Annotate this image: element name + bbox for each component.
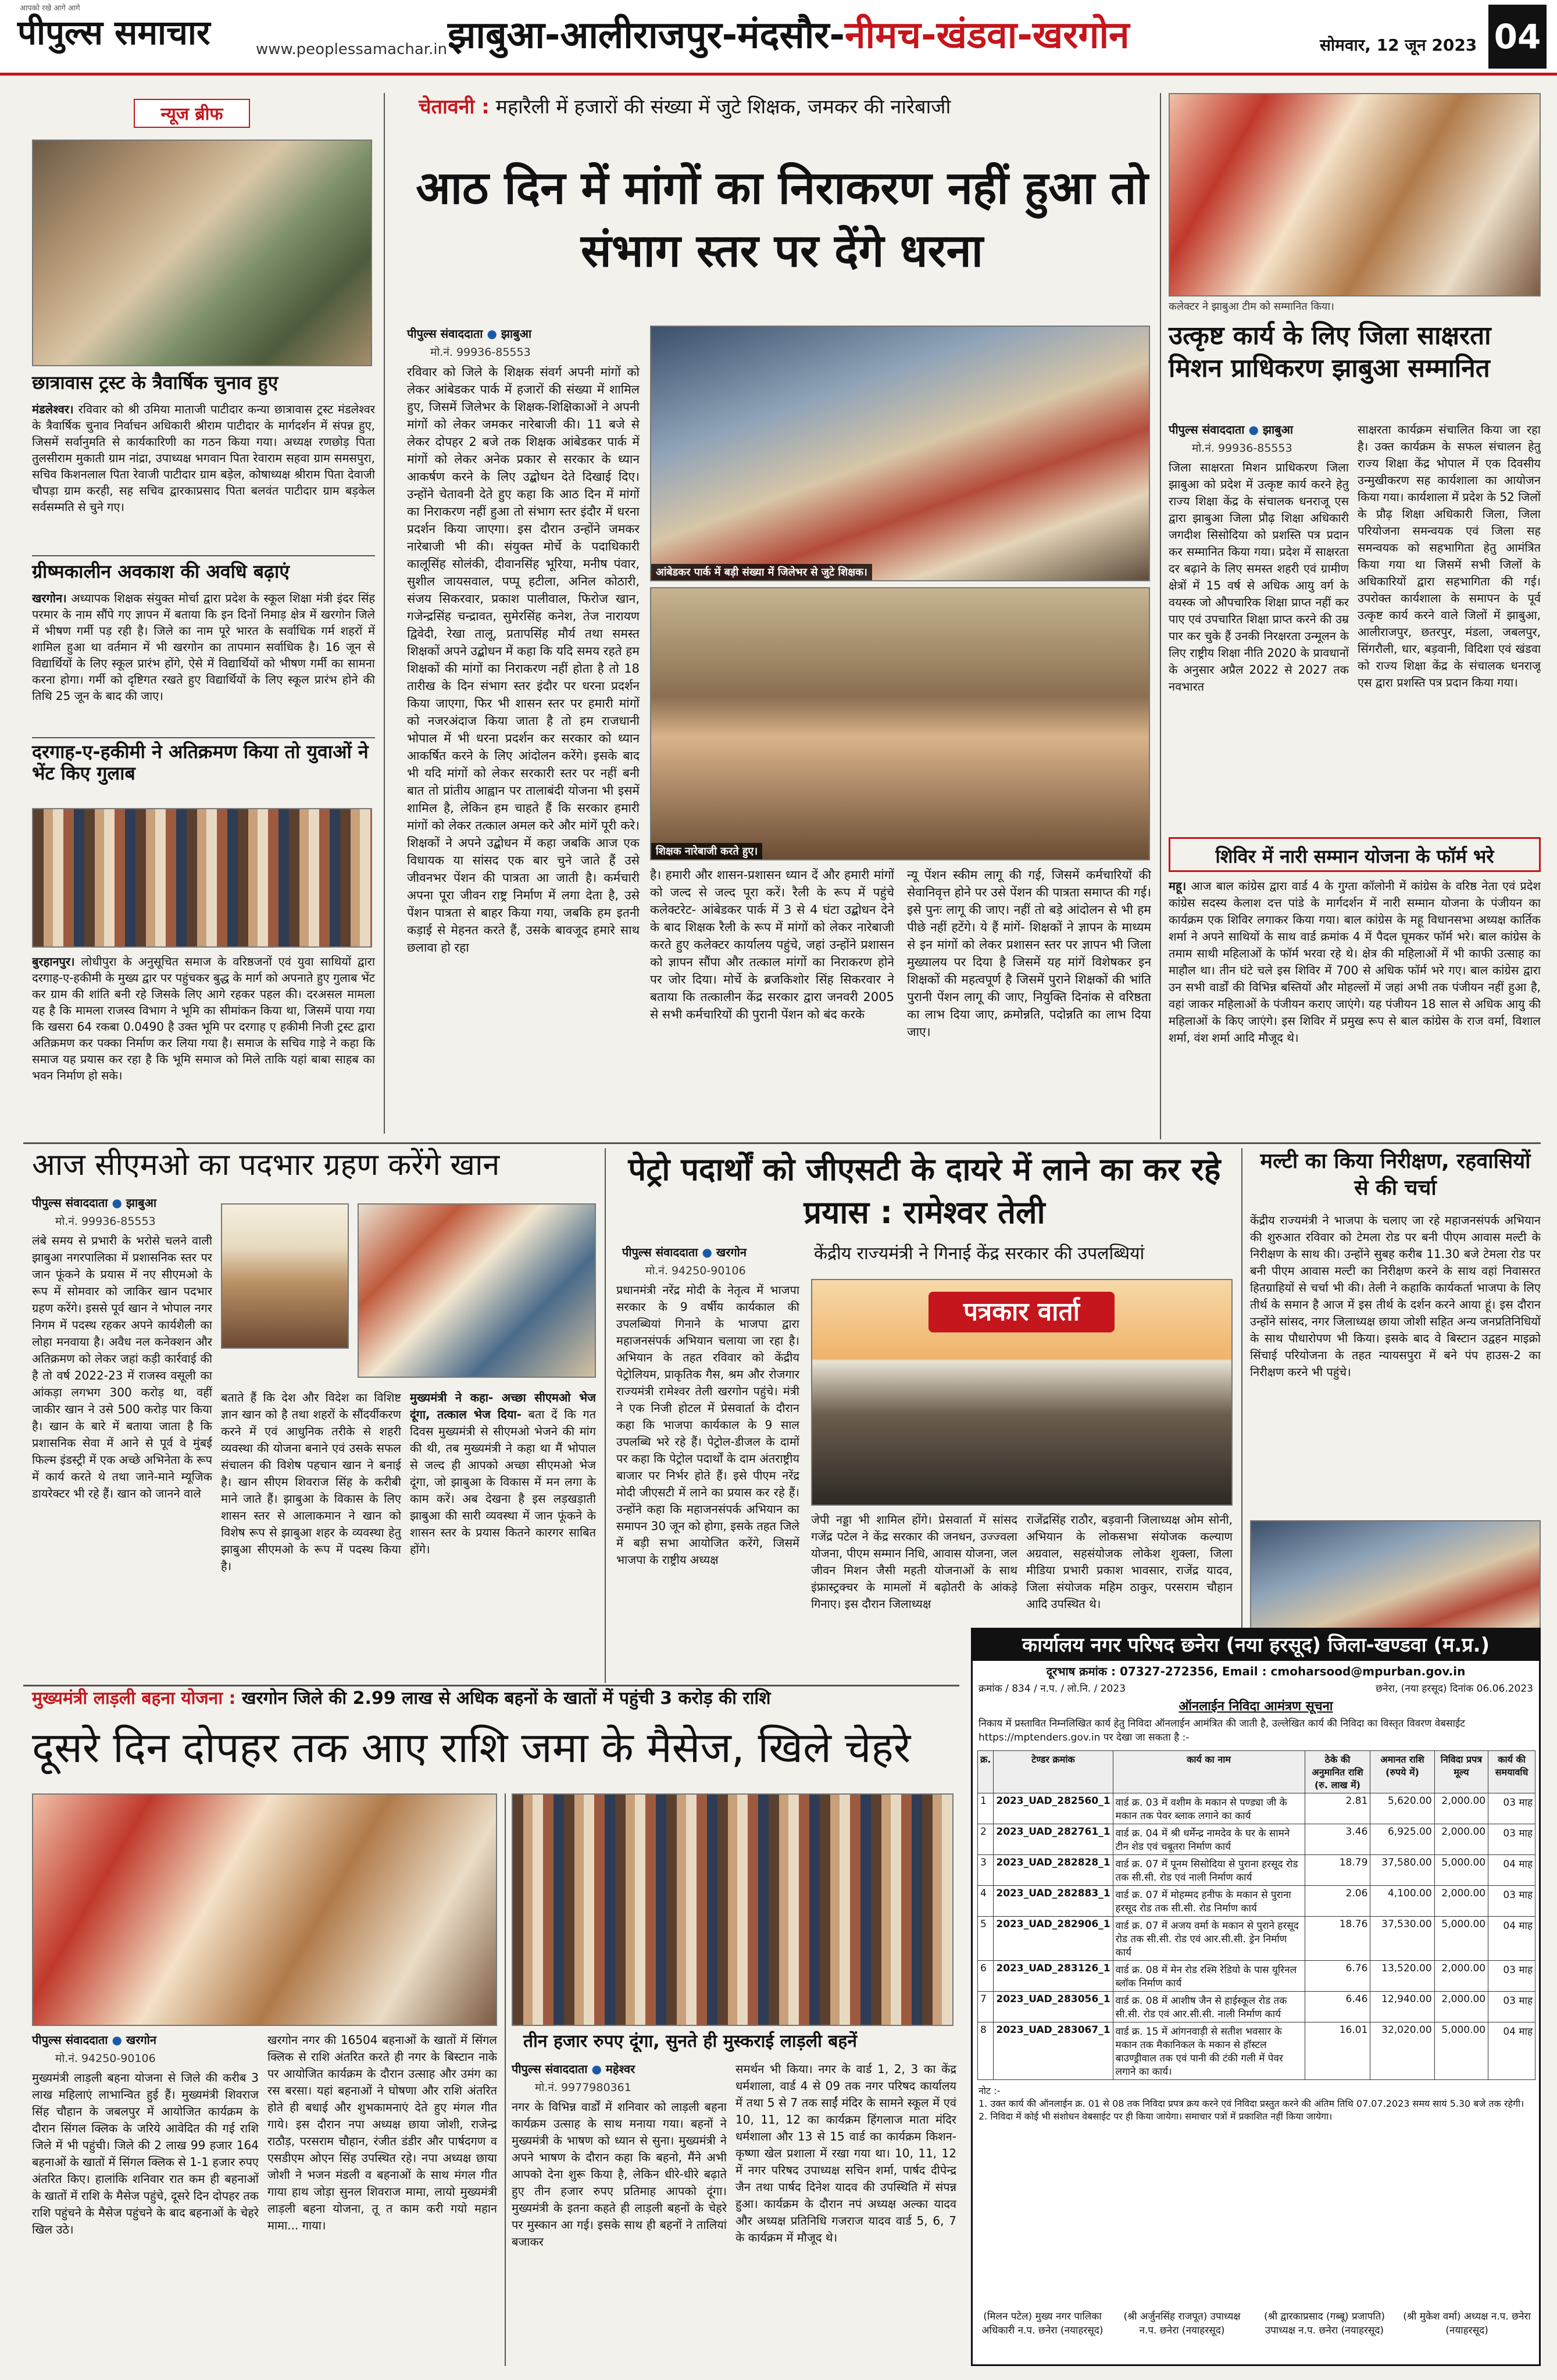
divider bbox=[32, 555, 375, 556]
tender-cell: 2023_UAD_283126_1 bbox=[994, 1961, 1113, 1992]
tender-cell: 03 माह bbox=[1488, 1961, 1535, 1992]
edition-title bbox=[448, 3, 1291, 67]
tender-col-header: क्र. bbox=[978, 1751, 994, 1793]
tender-contact[interactable]: दूरभाष क्रमांक : 07327-272356, Email : cmoharsood@mpurban.gov.in bbox=[1046, 1664, 1466, 1678]
tender-cell: 18.76 bbox=[1305, 1917, 1370, 1961]
ladli-byline2: पीपुल्स संवाददाता ● महेश्वर bbox=[512, 2062, 635, 2076]
brief1-place: मंडलेश्वर। bbox=[32, 402, 74, 416]
tender-cell: वार्ड क्र. 08 में मेन रोड रश्मि रेडियो के पास यूरिनल ब्लॉक निर्माण कार्य bbox=[1113, 1961, 1305, 1992]
tender-cell: 37,580.00 bbox=[1370, 1855, 1434, 1886]
tender-cell: वार्ड क्र. 08 में आशीष जैन से हाईस्कूल रोड तक सी.सी. रोड एवं आर.सी.सी. नाली निर्माण कार्य bbox=[1113, 1992, 1305, 2022]
signature-vp2: (श्री द्वारकाप्रसाद (गब्बू) प्रजापति) उपाध्यक्ष न.प. छनेरा (नयाहरसूद) bbox=[1263, 2311, 1385, 2336]
ladli-col4: समर्थन भी किया। नगर के वार्ड 1, 2, 3 का केंद्र धर्मशाला, वार्ड 4 से 09 तक नगर परिषद कार्यालय में तथा 5 से 7 तक साईं मंदिर के सामने स्कूल में एवं 10, 11, 12 का कार्यक्रम हिंगलाज माता मंदिर धर्मशाला और 13 से 15 वार्ड का कार्यक्रम किशन-कृष्णा खेल प्रशाला में रखा गया था। 10, 11, 12 में नगर परिषद उपाध्यक्ष सचिन शर्मा, पार्षद दीपेन्द्र जैन तथा पार्षद दिनेश यादव की उपस्थिति में संपन्न हुआ। कार्यक्रम के दौरान नपं अध्यक्ष अल्का यादव और अध्यक्ष प्रतिनिधि गजराज यादव वार्ड 5, 6, 7 के कार्यक्रम में मौजूद थे। bbox=[735, 2062, 956, 2245]
tender-cell: 6.76 bbox=[1305, 1961, 1370, 1992]
tender-cell: 2023_UAD_283056_1 bbox=[994, 1992, 1113, 2022]
tender-cell: 2023_UAD_282906_1 bbox=[994, 1917, 1113, 1961]
site-url[interactable]: www.peoplessamachar.in bbox=[256, 41, 448, 58]
tender-cell: 16.01 bbox=[1305, 2022, 1370, 2080]
tender-note-label: नोट :- bbox=[979, 2085, 1001, 2096]
rally-crowd-photo bbox=[650, 326, 1150, 581]
tender-col-header: अमानत राशि (रुपये में) bbox=[1370, 1751, 1434, 1793]
teachers-slogan-photo bbox=[650, 587, 1150, 860]
tender-cell: 8 bbox=[978, 2022, 994, 2080]
ladli-col1: मुख्यमंत्री लाड़ली बहना योजना से जिले की करीब 3 लाख महिलाएं लाभान्वित हुई हैं। मुख्यमंत्री शिवराज सिंह चौहान के जबलपुर में आयोजित कार्यक्रम के दौरान सिंगल क्लिक के जरिये आवेदित की गई राशि जिले में भी पहुंची। जिले की 2 लाख 99 हजार 164 बहनाओं के खातों में सिंगल क्लिक से 1-1 हजार रुपए अंतरित किए। हालांकि शनिवार रात कम ही बहनाओं के खातों में राशि के मैसेज पहुंचे, दूसरे दिन दोपहर तक राशि पहुंचने के मैसेज पहुंचने के बाद बहनाओं के चेहरे खिल उठे। bbox=[32, 2071, 259, 2236]
byline-place: झाबुआ bbox=[1262, 423, 1294, 437]
masthead bbox=[0, 0, 1557, 76]
brief3-place: बुरहानपुर। bbox=[32, 955, 75, 969]
gst-subhead: केंद्रीय राज्यमंत्री ने गिनाई केंद्र सरकार की उपलब्धियां bbox=[814, 1243, 1145, 1264]
tender-cell: वार्ड क्र. 07 में अजय वर्मा के मकान से पुराने हरसूद रोड तक सी.सी. रोड एवं आर.सी.सी. ड्रेन निर्माण कार्य bbox=[1113, 1917, 1305, 1961]
malti-body: केंद्रीय राज्यमंत्री ने भाजपा के चलाए जा रहे महाजनसंपर्क अभियान की शुरुआत रविवार को टेमला रोड पर बनी पीएम आवास मल्टी के निरीक्षण के साथ की। उन्होंने सुबह करीब 11.30 बजे टेमला रोड पर बनी पीएम आवास मल्टी का निरीक्षण करने के साथ वहां निवासरत हितग्राहियों से चर्चा भी की। तेली ने कहाकि कार्यकर्ता भाजपा के लिए तीर्थ के समान है आज में इस तीर्थ के दर्शन करने आया हूं। इस दौरान उन्होंने सांसद, नगर जिलाध्यक्ष छाया जोशी सहित अन्य जनप्रतिनिधियों के साथ पौधारोपण भी किया। इसके बाद वे बिस्टान उद्वहन माइक्रो सिंचाई परियोजना के तहत न्यायसपुरा में बने पंप हाउस-2 का निरीक्षण करने भी पहुंचे। bbox=[1250, 1213, 1541, 1379]
nagar-palika-building-photo bbox=[358, 1203, 596, 1378]
press-banner: पत्रकार वार्ता bbox=[929, 1292, 1115, 1332]
tender-row bbox=[978, 1917, 1535, 1961]
byline-place: खरगोन bbox=[126, 2033, 156, 2047]
ladli-mobile2: मो.नं. 9977980361 bbox=[535, 2081, 631, 2094]
tender-row bbox=[978, 1961, 1535, 1992]
tender-cell: 5,000.00 bbox=[1434, 1855, 1488, 1886]
column-rule bbox=[605, 1148, 606, 1683]
tender-cell: वार्ड क्र. 15 में आंगनवाड़ी से सतीश भवसार के मकान तक मैकानिकल के मकान से हॉस्टल बाउण्ड्रीवाल तक एवं पानी की टंकी गली में पेवर लगाने का कार्य। bbox=[1113, 2022, 1305, 2080]
nari-place: महू। bbox=[1169, 879, 1187, 893]
tender-cell: 3 bbox=[978, 1855, 994, 1886]
gst-headline[interactable]: पेट्रो पदार्थों को जीएसटी के दायरे में लाने का कर रहे प्रयास : रामेश्वर तेली bbox=[628, 1151, 1221, 1231]
nari-headline[interactable]: शिविर में नारी सम्मान योजना के फॉर्म भरे bbox=[1169, 837, 1541, 872]
tender-row bbox=[978, 2022, 1535, 2080]
column-rule bbox=[1241, 1148, 1242, 1683]
tender-table bbox=[977, 1750, 1535, 2080]
cmo-mobile: मो.नं. 99936-85553 bbox=[55, 1215, 156, 1228]
byline-place: खरगोन bbox=[716, 1245, 747, 1259]
tender-cell: 4 bbox=[978, 1886, 994, 1917]
lead-kicker-rest: महारैली में हजारों की संख्या में जुटे शिक्षक, जमकर की नारेबाजी bbox=[495, 95, 951, 119]
tender-cell: 5,000.00 bbox=[1434, 1917, 1488, 1961]
tender-title: कार्यालय नगर परिषद छनेरा (नया हरसूद) जिला-खण्डवा (म.प्र.) bbox=[973, 1629, 1539, 1661]
tender-cell: वार्ड क्र. 07 में मोहम्मद हनीफ के मकान से पुराना हरसूद रोड तक सी.सी. रोड निर्माण कार्य bbox=[1113, 1886, 1305, 1917]
tender-cell: वार्ड क्र. 03 में वशीम के मकान से पण्ड्या जी के मकान तक पेवर ब्लाक लगाने का कार्य bbox=[1113, 1793, 1305, 1824]
byline-place: झाबुआ bbox=[501, 327, 532, 341]
tender-cell: 6,925.00 bbox=[1370, 1824, 1434, 1855]
byline-place: महेश्वर bbox=[605, 2062, 635, 2076]
lead-col2: है। हमारी और शासन-प्रशासन ध्यान दें और हमारी मांगों को जल्द से जल्द पूरा करें। रैली के रूप में पहुंचे कलेक्टरेट- आंबेडकर पार्क में 3 से 4 घंटा उद्बोधन देने के बाद शिक्षक रैली के रूप में मांगों को लेकर नारेबाजी करते हुए कलेक्टर कार्यालय पहुंचे, जहां उन्होंने प्रशासन को ज्ञापन सौंपा और तत्काल मांगों का निराकरण होने पर जोर दिया। मोर्चे के ब्रजकिशोर सिंह सिकरवार ने बताया कि तत्कालीन केंद्र सरकार द्वारा जनवरी 2005 से सभी कर्मचारियों की पुरानी पेंशन को बंद करके bbox=[650, 868, 894, 1021]
gst-mobile: मो.नं. 94250-90106 bbox=[645, 1264, 746, 1277]
brief1-text: रविवार को श्री उमिया माताजी पाटीदार कन्या छात्रावास ट्रस्ट मंडलेश्वर के त्रैवार्षिक चुनाव निर्वाचन अधिकारी श्रीराम पाटीदार के मार्गदर्शन में संपन्न हुए, जिसमें सर्वानुमति से कार्यकारिणी का गठन किया गया। अध्यक्ष रणछोड़ पिता तुलसीराम मुकाती ग्राम नांद्रा, उपाध्यक्ष भगवान पिता रेवाराम सहवा ग्राम समसपुरा, सचिव किशनलाल पिता रेवाजी पाटीदार ग्राम बड़ेल, कोषाध्यक्ष श्रीराम पिता देवाजी चौपड़ा ग्राम करही, सह सचिव द्वारकाप्रसाद पिता बलवंत पाटीदार ग्राम बड़केल सर्वसम्मति से चुने गए। bbox=[32, 402, 375, 514]
tender-cell: 5,000.00 bbox=[1434, 2022, 1488, 2080]
tender-date: छनेरा, (नया हरसूद) दिनांक 06.06.2023 bbox=[1376, 1683, 1533, 1695]
tender-cell: 13,520.00 bbox=[1370, 1961, 1434, 1992]
ladli-kicker-rest: खरगोन जिले की 2.99 लाख से अधिक बहनों के खातों में पहुंची 3 करोड़ की राशि bbox=[242, 1688, 771, 1709]
tender-col-header: कार्य की समयावधि bbox=[1488, 1751, 1535, 1793]
tender-row bbox=[978, 1855, 1535, 1886]
tender-cell: 2023_UAD_282761_1 bbox=[994, 1824, 1113, 1855]
gst-col1: प्रधानमंत्री नरेंद्र मोदी के नेतृत्व में भाजपा सरकार के 9 वर्षीय कार्यकाल की उपलब्धियां गिनाने के भाजपा द्वारा महाजनसंपर्क अभियान चलाया जा रहा है। अभियान के तहत रविवार को केंद्रीय पेट्रोलियम, प्राकृतिक गैस, श्रम और रोजगार राज्यमंत्री रामेश्वर तेली खरगोन पहुंचे। मंत्री ने एक निजी होटल में प्रेसवार्ता के दौरान कहा कि भाजपा कार्यकाल के 9 साल उपलब्धि भरे रहे हैं। पेट्रोल-डीजल के दामों पर कहा कि पेट्रोल पदार्थों के दाम अंतराष्ट्रीय बाजार पर निर्भर होते हैं। इसे पीएम नरेंद्र मोदी जीएसटी में लाने का प्रयास कर रहे हैं। उन्होंने कहा कि महाजनसंपर्क अभियान का समापन 30 जून को होगा, इसके तहत जिले में बड़ी सभा आयोजित करेंगे, जिसमें भाजपा के राष्ट्रीय अध्यक्ष bbox=[616, 1283, 799, 1567]
byline-name: पीपुल्स संवाददाता bbox=[407, 327, 483, 341]
ladli-kicker-line bbox=[32, 1689, 956, 1709]
brief1-body bbox=[32, 401, 375, 552]
tender-notice-title: ऑनलाईन निविदा आमंत्रण सूचना bbox=[1179, 1699, 1333, 1714]
tender-cell: 5,620.00 bbox=[1370, 1793, 1434, 1824]
section-rule bbox=[23, 1142, 1541, 1144]
tender-cell: 5 bbox=[978, 1917, 994, 1961]
tender-cell: 18.79 bbox=[1305, 1855, 1370, 1886]
tender-cell: 3.46 bbox=[1305, 1824, 1370, 1855]
nari-text: आज बाल कांग्रेस द्वारा वार्ड 4 के गुग्ता कॉलोनी में कांग्रेस के वरिष्ठ नेता एवं प्रदेश कांग्रेस सदस्य केलाश दत्त पांडे के मार्गदर्शन में नारी सम्मान योजना के पंजीयन का कार्यक्रम एक शिविर लगाकर किया गया। बाल कांग्रेस के महू विधानसभा अध्यक्ष कार्तिक शर्मा ने अपने साथियों के साथ वार्ड क्रमांक 4 में पैदल घूमकर फॉर्म भरे। बाल कांग्रेस के तमाम साथी महिलाओं के फॉर्म भरवा रहे थे। क्षेत्र की महिलाओं में भी काफी उत्साह का माहौल था। तीन घंटे चले इस शिविर में 700 से अधिक फॉर्म भरे गए। बाल कांग्रेस द्वारा उन सभी वार्डों की विभिन्न बस्तियों और मोहल्लों में जहां अभी तक पंजीयन नहीं हुआ है, वहां जाकर महिलाओं के पंजीयन कराए जाएंगे। यह पंजीयन 18 साल से अधिक आयु की महिलाओं के किए जाएंगे। इस शिविर में प्रमुख रूप से बाल कांग्रेस के राज वर्मा, विशाल शर्मा, वंश शर्मा आदि मौजूद थे। bbox=[1169, 879, 1541, 1045]
lead-kicker: चेतावनी : bbox=[419, 95, 490, 119]
literacy-col2: साक्षरता कार्यक्रम संचालित किया जा रहा है। उक्त कार्यक्रम के सफल संचालन हेतु राज्य शिक्षा केंद्र भोपाल में एक दिवसीय उन्मुखीकरण सह कार्यशाला का आयोजन किया गया। कार्यशाला में प्रदेश के 52 जिलों के प्रौढ़ शिक्षा अधिकारी जिला, जिला परियोजना समन्वयक एवं जिला सह समन्वयक को सहभागिता हेतु आमंत्रित किया गया था जिसमें सभी जिलों के अधिकारियों द्वारा सहभागिता की गई। उपरोक्त कार्यशाला के समापन के पूर्व उत्कृष्ट कार्य करने वाले जिलों में झाबुआ, आलीराजपुर, छतरपुर, मंडला, जबलपुर, सिंगरौली, धार, बड़वानी, विदिशा एवं खंडवा को राज्य शिक्षा केंद्र के संचालक धनराजू एस द्वारा प्रशस्ति पत्र प्रदान किया गया। bbox=[1358, 423, 1541, 689]
tender-cell: 2.81 bbox=[1305, 1793, 1370, 1824]
lead-byline: पीपुल्स संवाददाता ● झाबुआ bbox=[407, 327, 532, 341]
malti-headline[interactable]: मल्टी का किया निरीक्षण, रहवासियों से की चर्चा bbox=[1260, 1149, 1531, 1200]
lead-headline[interactable]: आठ दिन में मांगों का निराकरण नहीं हुआ तो संभाग स्तर पर देंगे धरना bbox=[416, 162, 1148, 277]
news-brief-tag: न्यूज ब्रीफ bbox=[134, 99, 250, 128]
edition-districts: झाबुआ-आलीराजपुर-मंदसौर- bbox=[448, 14, 845, 57]
maheshwar-event-photo bbox=[512, 1793, 954, 2026]
tender-cell: वार्ड क्र. 07 में पूनम सिसोदिया से पुराना हरसूद रोड तक सी.सी. रोड एवं नाली निर्माण कार्य bbox=[1113, 1855, 1305, 1886]
signature-vp1: (श्री अर्जुनसिंह राजपूत) उपाध्यक्ष न.प. छनेरा (नयाहरसूद) bbox=[1123, 2311, 1241, 2336]
tender-cell: 03 माह bbox=[1488, 1824, 1535, 1855]
tender-notes bbox=[973, 2084, 1539, 2124]
zakir-khan-portrait bbox=[221, 1203, 349, 1349]
tender-notice bbox=[971, 1628, 1541, 2366]
tender-cell: 2023_UAD_282828_1 bbox=[994, 1855, 1113, 1886]
cmo-col3-text: बता दें कि गत दिवस मुख्यमंत्री से सीएमओ भेजने की मांग की थी, तब मुख्यमंत्री ने कहा था मैं भोपाल से जल्द ही आपको अच्छा सीएमओ भेज दूंगा, जो झाबुआ के विकास में मन लगा के काम करें। अब देखना है इस लड़खड़ाती झाबुआ की सारी व्यवस्था में जान फूंकने के शासन स्तर के प्रयास कितने कारगर साबित होंगे। bbox=[410, 1407, 596, 1556]
ladli-kicker: मुख्यमंत्री लाड़ली बहना योजना : bbox=[32, 1688, 236, 1709]
tender-cell: 04 माह bbox=[1488, 1917, 1535, 1961]
tender-cell: 4,100.00 bbox=[1370, 1886, 1434, 1917]
issue-date: सोमवार, 12 जून 2023 bbox=[1320, 35, 1477, 55]
signature-president: (श्री मुकेश वर्मा) अध्यक्ष न.प. छनेरा (नयाहरसूद) bbox=[1403, 2311, 1531, 2336]
edition-districts-red: नीमच-खंडवा-खरगोन bbox=[845, 14, 1130, 57]
tender-cell: 03 माह bbox=[1488, 1793, 1535, 1824]
byline-place: झाबुआ bbox=[126, 1196, 157, 1210]
photo-caption: शिक्षक नारेबाजी करते हुए। bbox=[651, 843, 762, 859]
literacy-col1: जिला साक्षरता मिशन प्राधिकरण जिला झाबुआ को प्रदेश में उत्कृष्ट कार्य करने हेतु राज्य शिक्षा केंद्र के संचालक धनराजू एस द्वारा झाबुआ जिला प्रौढ़ शिक्षा अधिकारी जगदीश सिसोदिया को प्रशस्ति पत्र प्रदान कर सम्मानित किया गया। प्रदेश में साक्षरता दर बढ़ाने के लिए समस्त शहरी एवं ग्रामीण क्षेत्रों में 15 वर्ष से अधिक आयु वर्ग के वयस्क जो औपचारिक शिक्षा प्राप्त नहीं कर पाए एवं उपचारित शिक्षा प्राप्त करने की उम्र पार कर चुके हैं उनकी निरक्षरता उन्मूलन के लिए राष्ट्रीय शिक्षा नीति 2020 के प्रावधानों के अनुसार अप्रैल 2022 से 2027 तक नवभारत bbox=[1169, 460, 1349, 694]
tender-cell: 2,000.00 bbox=[1434, 1824, 1488, 1855]
byline-name: पीपुल्स संवाददाता bbox=[512, 2062, 588, 2076]
brief3-body bbox=[32, 953, 375, 1128]
gst-col2: जेपी नड्डा भी शामिल होंगे। प्रेसवार्ता में सांसद गजेंद्र पटेल ने केंद्र सरकार की जनधन, उज्ज्वला योजना, पीएम सम्मान निधि, आवास योजना, जल जीवन मिशन जैसी महती योजनाओं के साथ इंफ्रास्ट्रक्चर के मामलों में बढ़ोतरी के आंकड़े गिनाए। इस दौरान जिलाध्यक्ष bbox=[811, 1513, 1017, 1611]
tender-cell: 2,000.00 bbox=[1434, 1992, 1488, 2022]
nari-body bbox=[1169, 878, 1541, 1139]
brief3-headline: दरगाह-ए-हकीमी ने अतिक्रमण किया तो युवाओं ने भेंट किए गुलाब bbox=[32, 741, 369, 784]
cmo-headline[interactable]: आज सीएमओ का पदभार ग्रहण करेंगे खान bbox=[32, 1148, 500, 1182]
brief2-text: अध्यापक शिक्षक संयुक्त मोर्चा द्वारा प्रदेश के स्कूल शिक्षा मंत्री इंदर सिंह परमार के नाम सौंपे गए ज्ञापन में बताया कि इन दिनों निमाड़ क्षेत्र में खरगोन जिले में भीषण गर्मी पड़ रही है। जिले का नाम पूरे भारत के सर्वाधिक गर्म शहरों में शामिल हुआ था वर्तमान में भी खरगोन का तापमान सर्वाधिक है। 16 जून से विद्यार्थियों के लिए स्कूल प्रारंभ होंगे, ऐसे में विद्यार्थियों को भीषण गर्मी का सामना करना होगा। गर्मी को दृष्टिगत रखते हुए विद्यार्थियों के लिए स्कूल प्रारंभ होने की तिथि 25 जून के बाद की जाए। bbox=[32, 591, 375, 703]
ladli-col3: नगर के विभिन्न वार्डों में शनिवार को लाड़ली बहना कार्यक्रम उत्साह के साथ मनाया गया। बहनों ने मुख्यमंत्री के भाषण को ध्यान से सुना। मुख्यमंत्री ने अपने भाषण के दौरान कहा कि बहनो, मैंने अभी आपको देना शुरू किया है, लेकिन धीरे-धीरे बढ़ाते हुए तीन हजार रुपए प्रतिमाह आपको दूंगा। मुख्यमंत्री के इतना कहते ही लाड़ली बहनों के चेहरे पर मुस्कान आ गई। इसके साथ ही बहनों ने तालियां बजाकर bbox=[512, 2100, 727, 2249]
photo-caption: आंबेडकर पार्क में बड़ी संख्या में जिलेभर से जुटे शिक्षक। bbox=[651, 564, 872, 580]
trust-election-photo bbox=[32, 140, 372, 366]
newspaper-logo[interactable]: पीपुल्स समाचार bbox=[17, 13, 210, 52]
cmo-col3 bbox=[410, 1389, 596, 1674]
ladli-col2: खरगोन नगर की 16504 बहनाओं के खातों में सिंगल क्लिक से राशि अंतरित करते ही नगर के बिस्टान नाके पर आयोजित कार्यक्रम के दौरान उत्साह और उमंग का रस बरसा। यहां बहनाओं ने घोषणा और राशि अंतरित होते ही बधाई और शुभकामनाएं देते हुए मंगल गीत गाये। इस दौरान नपा अध्यक्ष छाया जोशी, राजेन्द्र राठौड़, परसराम चौहान, रंजीत डंडीर और पार्षदगण व एसडीएम ओएन सिंह उपस्थित रहे। नपा अध्यक्ष छाया जोशी ने भजन मंडली व बहनाओं के साथ मंगल गीत गाया हाथ जोड़ा सुनल शिवराज मामा, लायो मुख्यमंत्री लाड़ली बहना योजना, तू त काम करी गयो महान मामा... गाया। bbox=[267, 2033, 497, 2232]
tender-row bbox=[978, 1793, 1535, 1824]
tender-cell: 2,000.00 bbox=[1434, 1961, 1488, 1992]
brief2-headline: ग्रीष्मकालीन अवकाश की अवधि बढ़ाएं bbox=[32, 560, 290, 583]
brief2-body bbox=[32, 590, 375, 732]
tender-cell: 04 माह bbox=[1488, 1855, 1535, 1886]
tender-cell: वार्ड क्र. 04 में श्री धर्मेन्द्र नामदेव के घर के सामने टीन शेड एवं चबूतरा निर्माण कार्य bbox=[1113, 1824, 1305, 1855]
literacy-photo-caption: कलेक्टर ने झाबुआ टीम को सम्मानित किया। bbox=[1169, 301, 1334, 313]
tender-cell: 03 माह bbox=[1488, 1886, 1535, 1917]
tender-col-header: कार्य का नाम bbox=[1113, 1751, 1305, 1793]
brief2-place: खरगोन। bbox=[32, 591, 67, 605]
tagline: आपको रखे आगे आगे bbox=[20, 4, 80, 13]
tender-ref-row bbox=[973, 1679, 1539, 1697]
tender-ref: क्रमांक / 834 / न.प. / लो.नि. / 2023 bbox=[979, 1683, 1126, 1695]
byline-name: पीपुल्स संवाददाता bbox=[32, 2033, 108, 2047]
tender-cell: 6.46 bbox=[1305, 1992, 1370, 2022]
cmo-byline: पीपुल्स संवाददाता ● झाबुआ bbox=[32, 1196, 157, 1210]
ladli-women-photo bbox=[32, 1793, 497, 2026]
literacy-byline: पीपुल्स संवाददाता ● झाबुआ bbox=[1169, 423, 1294, 437]
tender-cell: 2023_UAD_283067_1 bbox=[994, 2022, 1113, 2080]
tender-cell: 2.06 bbox=[1305, 1886, 1370, 1917]
ladli-mobile: मो.नं. 94250-90106 bbox=[55, 2052, 156, 2065]
tender-row bbox=[978, 1992, 1535, 2022]
lead-kicker-line bbox=[419, 96, 1145, 119]
tender-cell: 2,000.00 bbox=[1434, 1793, 1488, 1824]
byline-name: पीपुल्स संवाददाता bbox=[1169, 423, 1245, 437]
tender-col-header: टेण्डर क्रमांक bbox=[994, 1751, 1113, 1793]
tender-cell: 03 माह bbox=[1488, 1992, 1535, 2022]
literacy-mobile: मो.नं. 99936-85553 bbox=[1192, 442, 1292, 455]
byline-name: पीपुल्स संवाददाता bbox=[32, 1196, 108, 1210]
tender-cell: 32,020.00 bbox=[1370, 2022, 1434, 2080]
tender-cell: 2 bbox=[978, 1824, 994, 1855]
tender-body bbox=[978, 1793, 1535, 2080]
brief1-headline: छात्रावास ट्रस्ट के त्रैवार्षिक चुनाव हुए bbox=[32, 371, 278, 394]
ladli-byline: पीपुल्स संवाददाता ● खरगोन bbox=[32, 2033, 156, 2047]
tender-cell: 2023_UAD_282560_1 bbox=[994, 1793, 1113, 1824]
tender-row bbox=[978, 1824, 1535, 1855]
tender-cell: 2023_UAD_282883_1 bbox=[994, 1886, 1113, 1917]
tender-note-1: 1. उक्त कार्य की ऑनलाईन क्र. 01 से 08 तक निविदा प्रपत्र क्रय करने एवं निविदा प्रस्तुत करने की अंतिम तिथि 07.07.2023 समय सायं 5.30 बजे तक रहेगी। bbox=[979, 2098, 1524, 2109]
tender-col-header: निविदा प्रपत्र मूल्य bbox=[1434, 1751, 1488, 1793]
lead-col1: रविवार को जिले के शिक्षक संवर्ग अपनी मांगों को लेकर आंबेडकर पार्क में हजारों की संख्या में शामिल हुए, जिसमें जिलेभर के शिक्षक-शिक्षिकाओं ने अपनी मांगों को लेकर जमकर नारेबाजी की। 11 बजे से लेकर दोपहर 2 बजे तक शिक्षक आंबेडकर पार्क में मांगों को लेकर अनेक प्रकार से सरकार के ध्यान आकर्षण करने के लिए उद्बोधन देते दिखाई दिए। उन्होंने चेतावनी देते हुए कहा कि आठ दिन में मांगों का निराकरण नहीं हुआ तो संभाग स्तर इंदौर में धरना प्रदर्शन किया जाएगा। इस दौरान उन्होंने जमकर नारेबाजी भी की। संयुक्त मोर्चे के पदाधिकारी कालूसिंह सोलंकी, दीवानसिंह भूरिया, मनीष पंवार, सुशील जायसवाल, पप्पू हटीला, अनिल कोठारी, संजय सिकरवार, प्रकाश पालीवाल, फिरोज खान, गजेन्द्रसिंह चन्द्रावत, सुमेरसिंह कनेश, तेज नारायण द्विवेदी, रेखा तालू, प्रतापसिंह मौर्य तथा समस्त शिक्षकों अपने उद्बोधन में कहा कि यदि समय रहते हम शिक्षकों की मांगों का निराकरण नहीं होता है तो 18 तारीख के दिन संभाग स्तर इंदौर पर धरना प्रदर्शन किया जाएगा, फिर भी शासन स्तर पर हमारी मांगों को नजरअंदाज किया जाता है तो हम राजधानी भोपाल में भी धरना प्रदर्शन कर सरकार को ध्यान आकर्षित करने के लिए आंदोलन करेंगे। इसके बाद भी यदि मांगों को लेकर सरकारी स्तर पर नहीं बनी बात तो प्रांतीय आह्वान पर तालाबंदी योजना भी इसमें शामिल है, लेकिन हम चाहते हैं कि सरकार हमारी मांगों को लेकर तत्काल अमल करे और मांगें पूरी करे। शिक्षकों ने अपने उद्बोधन में कहा जबकि आज एक विधायक या सांसद एक बार चुने जाते हैं उसे जीवनभर पेंशन की पात्रता आ जाती है। कर्मचारी अपना पूरा जीवन राष्ट्र निर्माण में लगा देता है, उसे पेंशन पात्रता से बाहर किया गया, जबकि हम इतनी कड़ाई से मेहनत करते हैं, उसके बावजूद हमारे साथ छलावा हो रहा bbox=[407, 365, 640, 955]
tender-cell: 04 माह bbox=[1488, 2022, 1535, 2080]
column-rule bbox=[505, 1793, 506, 2366]
gst-byline: पीपुल्स संवाददाता ● खरगोन bbox=[622, 1245, 747, 1259]
gst-col3: राजेंद्रसिंह राठौर, बड़वानी जिलाध्यक्ष ओम सोनी, अभियान के लोकसभा संयोजक कल्याण अग्रवाल, सहसंयोजक लोकेश शुक्ला, जिला मीडिया प्रभारी प्रकाश भावसार, राजेंद्र यादव, जिला संयोजक महिम ठाकुर, परसराम चौहान आदि उपस्थित थे। bbox=[1026, 1513, 1233, 1611]
tender-intro: निकाय में प्रस्तावित निम्नलिखित कार्य हेतु निविदा ऑनलाईन आमंत्रित की जाती है, उल्लेखित कार्य की निविदा का विस्तृत विवरण वेबसाईट https://mptenders.gov.in पर देखा जा सकता है :- bbox=[979, 1718, 1465, 1743]
cmo-col2: बताते हैं कि देश और विदेश का विशिष्ट ज्ञान खान को है तथा शहरों के सौंदर्यीकरण करने में एवं आधुनिक तरीके से शहरी व्यवस्था की योजना बनाने एवं उसके सफल संचालन की विशेष पहचान खान ने बनाई है। खान सीएम शिवराज सिंह के करीबी माने जाते हैं। झाबुआ के विकास के लिए शासन स्तर से आलाकमान ने खान को विशेष रूप से झाबुआ शहर के व्यवस्था हेतु झाबुआ सीएमओ के रूप में पदस्थ किया है। bbox=[221, 1391, 401, 1573]
column-rule bbox=[1160, 93, 1161, 1139]
tender-cell: 7 bbox=[978, 1992, 994, 2022]
tender-cell: 12,940.00 bbox=[1370, 1992, 1434, 2022]
dargah-photo bbox=[32, 808, 372, 948]
tender-note-2: 2. निविदा में कोई भी संशोधन वेबसाईट पर ही किया जायेगा। समाचार पत्रों में प्रकाशित नहीं किया जायेगा। bbox=[979, 2111, 1333, 2122]
tender-header-row bbox=[978, 1751, 1535, 1793]
press-conference-photo bbox=[811, 1279, 1233, 1506]
lead-mobile: मो.नं. 99936-85553 bbox=[430, 346, 531, 359]
tender-cell: 6 bbox=[978, 1961, 994, 1992]
tender-cell: 2,000.00 bbox=[1434, 1886, 1488, 1917]
tender-col-header: ठेके की अनुमानित राशि (रु. लाख में) bbox=[1305, 1751, 1370, 1793]
tender-cell: 1 bbox=[978, 1793, 994, 1824]
cmo-col1: लंबे समय से प्रभारी के भरोसे चलने वाली झाबुआ नगरपालिका में प्रशासनिक स्तर पर जान फूंकने के प्रयास में नए सीएमओ के रूप में सोमवार को जाकिर खान पदभार ग्रहण करेंगे। इससे पूर्व खान ने भोपाल नगर निगम में पदस्थ रहकर अपने कार्यशैली का लोहा मनवाया है। अवैध नल कनेक्शन और अतिक्रमण को लेकर जहां कड़ी कार्रवाई की है तो वर्ष 2022-23 में राजस्व वसूली का आंकड़ा लगभग 300 करोड़ था, वहीं जाकीर खान ने उसे 500 करोड़ पार किया है। खान के बारे में बताया जाता है कि प्रशासनिक सेवा में आने से पूर्व वे मुंबई फिल्म इंडस्ट्री में एक अच्छे अभिनेता के रूप में कार्य करते थे तथा जाने-माने म्यूजिक डायरेक्टर भी रहे हैं। खान को जानने वाले bbox=[32, 1234, 212, 1500]
ladli-headline[interactable]: दूसरे दिन दोपहर तक आए राशि जमा के मैसेज, खिले चेहरे bbox=[32, 1723, 911, 1772]
collector-honour-photo bbox=[1169, 93, 1541, 296]
page-number: 04 bbox=[1488, 5, 1547, 69]
section-rule bbox=[23, 1685, 959, 1686]
column-rule bbox=[384, 93, 385, 1134]
brief3-text: लोधीपुरा के अनुसूचित समाज के वरिष्ठजनों एवं युवा साथियों द्वारा दरगाह-ए-हकीमी के मुख्य द्वार पर पहुंचकर बुद्ध के मार्ग को अपनाते हुए गुलाब भेंट कर ग्राम की शांति बनी रहे जिसके लिए आगे रहकर पहल की। दरअसल मामला यह है कि मामला राजस्व विभाग ने भूमि का सीमांकन किया था, जिसमें पाया गया कि खसरा 64 रकबा 0.0490 है उक्त भूमि पर दरगाह ए हकीमी निजी ट्रस्ट द्वारा अतिक्रमण कर पक्का निर्माण कर लिया गया है। समाज के सचिव गाड़े ने कहा कि समाज यह प्रयास कर रहा है कि भूमि समाज को मिले ताकि यहां बाबा साहब का भवन निर्माण हो सके। bbox=[32, 955, 375, 1082]
signature-cmo: (मिलन पटेल) मुख्य नगर पालिका अधिकारी न.प. छनेरा (नयाहरसूद) bbox=[981, 2311, 1104, 2336]
tender-cell: 37,530.00 bbox=[1370, 1917, 1434, 1961]
literacy-headline[interactable]: उत्कृष्ट कार्य के लिए जिला साक्षरता मिशन प्राधिकरण झाबुआ सम्मानित bbox=[1169, 321, 1491, 383]
cmo-subhead: मुख्यमंत्री ने कहा- अच्छा सीएमओ भेज दूंगा, तत्काल भेज दिया- bbox=[410, 1391, 596, 1421]
divider bbox=[32, 737, 375, 738]
ladli-photo-headline: तीन हजार रुपए दूंगा, सुनते ही मुस्कराई लाड़ली बहनें bbox=[523, 2031, 857, 2052]
byline-name: पीपुल्स संवाददाता bbox=[622, 1245, 698, 1259]
tender-row bbox=[978, 1886, 1535, 1917]
lead-col3: न्यू पेंशन स्कीम लागू की गई, जिसमें कर्मचारियों की सेवानिवृत्त होने पर उसे पेंशन की पात्रता समाप्त की गई। इसे पुनः लागू की जाए। नहीं तो बड़े आंदोलन से भी हम पीछे नहीं हटेंगे। ये हैं मांगें- शिक्षकों ने ज्ञापन के माध्यम से इन मांगों को लेकर प्रशासन स्तर पर ज्ञापन भी जिला मुख्यालय पर दिया है जिसमें यह मांगें विशेषकर इन शिक्षकों की महत्वपूर्ण है जिसमें पुराने शिक्षकों की भांति पुरानी पेंशन लागू की जाए, नियुक्ति दिनांक से वरिष्ठता का लाभ दिया जाए, क्रमोन्नति, पदोन्नति का लाभ दिया जाए। bbox=[907, 868, 1151, 1039]
